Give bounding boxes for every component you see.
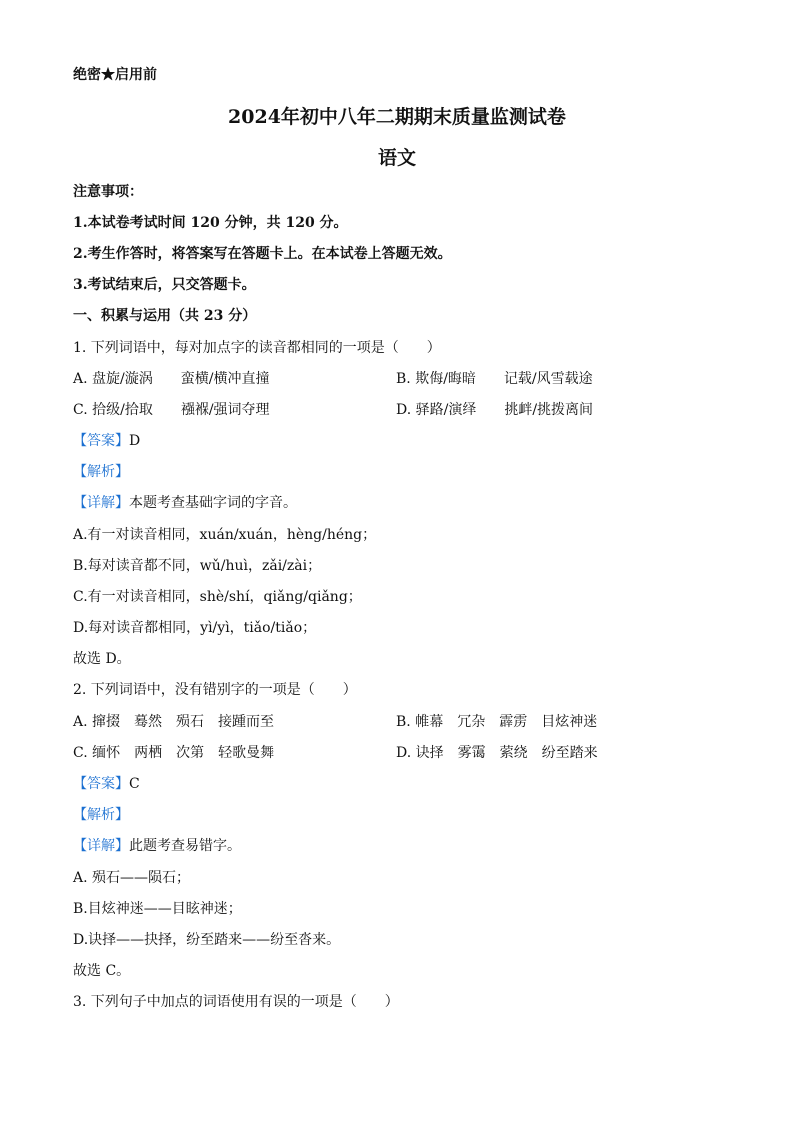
q1-option-b: B. 欺侮/晦暗 记载/风雪载途 <box>396 371 593 387</box>
detail-text: 此题考查易错字。 <box>129 838 241 854</box>
detail-tag: 【详解】 <box>73 495 129 511</box>
detail-tag: 【详解】 <box>73 838 129 854</box>
exam-title: 2024年初中八年二期期末质量监测试卷 <box>228 106 566 128</box>
answer-value: D <box>129 433 141 449</box>
detail-text: 本题考查基础字词的字音。 <box>129 495 297 511</box>
q1-line-b: B.每对读音都不同，wǔ/huì，zǎi/zài； <box>73 558 322 574</box>
q1-option-a: A. 盘旋/漩涡 蛮横/横冲直撞 <box>73 371 270 387</box>
q2-option-c: C. 缅怀 两栖 次第 轻歌曼舞 <box>73 745 275 761</box>
q1-option-d: D. 驿路/演绎 挑衅/挑拨离间 <box>396 402 594 418</box>
q1-line-c: C.有一对读音相同，shè/shí，qiǎng/qiǎng； <box>73 589 362 605</box>
q2-answer <box>73 775 140 793</box>
q2-option-d: D. 诀择 雾霭 萦绕 纷至踏来 <box>396 745 598 761</box>
q1-stem: 1. 下列词语中，每对加点字的读音都相同的一项是（ ） <box>73 340 441 356</box>
answer-tag: 【答案】 <box>73 776 129 792</box>
q1-line-a: A.有一对读音相同，xuán/xuán，hèng/héng； <box>73 527 377 543</box>
q1-option-c: C. 拾级/拾取 襁褓/强词夺理 <box>73 402 270 418</box>
q2-option-a: A. 撺掇 蓦然 殒石 接踵而至 <box>73 714 275 730</box>
q2-analysis: 【解析】 <box>73 807 129 823</box>
q1-analysis: 【解析】 <box>73 464 129 480</box>
q2-detail <box>73 837 241 855</box>
answer-value: C <box>129 776 140 792</box>
answer-tag: 【答案】 <box>73 433 129 449</box>
q2-stem: 2. 下列词语中，没有错别字的一项是（ ） <box>73 682 357 698</box>
notice-item-3: 3.考试结束后，只交答题卡。 <box>73 277 256 293</box>
q2-conclusion: 故选 C。 <box>73 963 131 979</box>
q1-answer <box>73 432 140 450</box>
q1-detail <box>73 494 297 512</box>
q3-stem: 3. 下列句子中加点的词语使用有误的一项是（ ） <box>73 994 399 1010</box>
q2-line-a: A. 殒石——陨石； <box>73 870 191 886</box>
q1-line-d: D.每对读音都相同，yì/yì，tiǎo/tiǎo； <box>73 620 317 636</box>
notice-item-2: 2.考生作答时，将答案写在答题卡上。在本试卷上答题无效。 <box>73 246 452 262</box>
q1-conclusion: 故选 D。 <box>73 651 131 667</box>
section-heading: 一、积累与运用（共 23 分） <box>73 308 257 324</box>
subject-title: 语文 <box>377 147 416 169</box>
q2-option-b: B. 帷幕 冗杂 霹雳 目炫神迷 <box>396 714 598 730</box>
notice-heading: 注意事项： <box>73 184 143 200</box>
notice-item-1: 1.本试卷考试时间 120 分钟，共 120 分。 <box>73 215 348 231</box>
secret-label: 绝密★启用前 <box>73 67 157 83</box>
q2-line-b: B.目炫神迷——目眩神迷； <box>73 901 242 917</box>
q2-line-d: D.诀择——抉择，纷至踏来——纷至沓来。 <box>73 932 341 948</box>
